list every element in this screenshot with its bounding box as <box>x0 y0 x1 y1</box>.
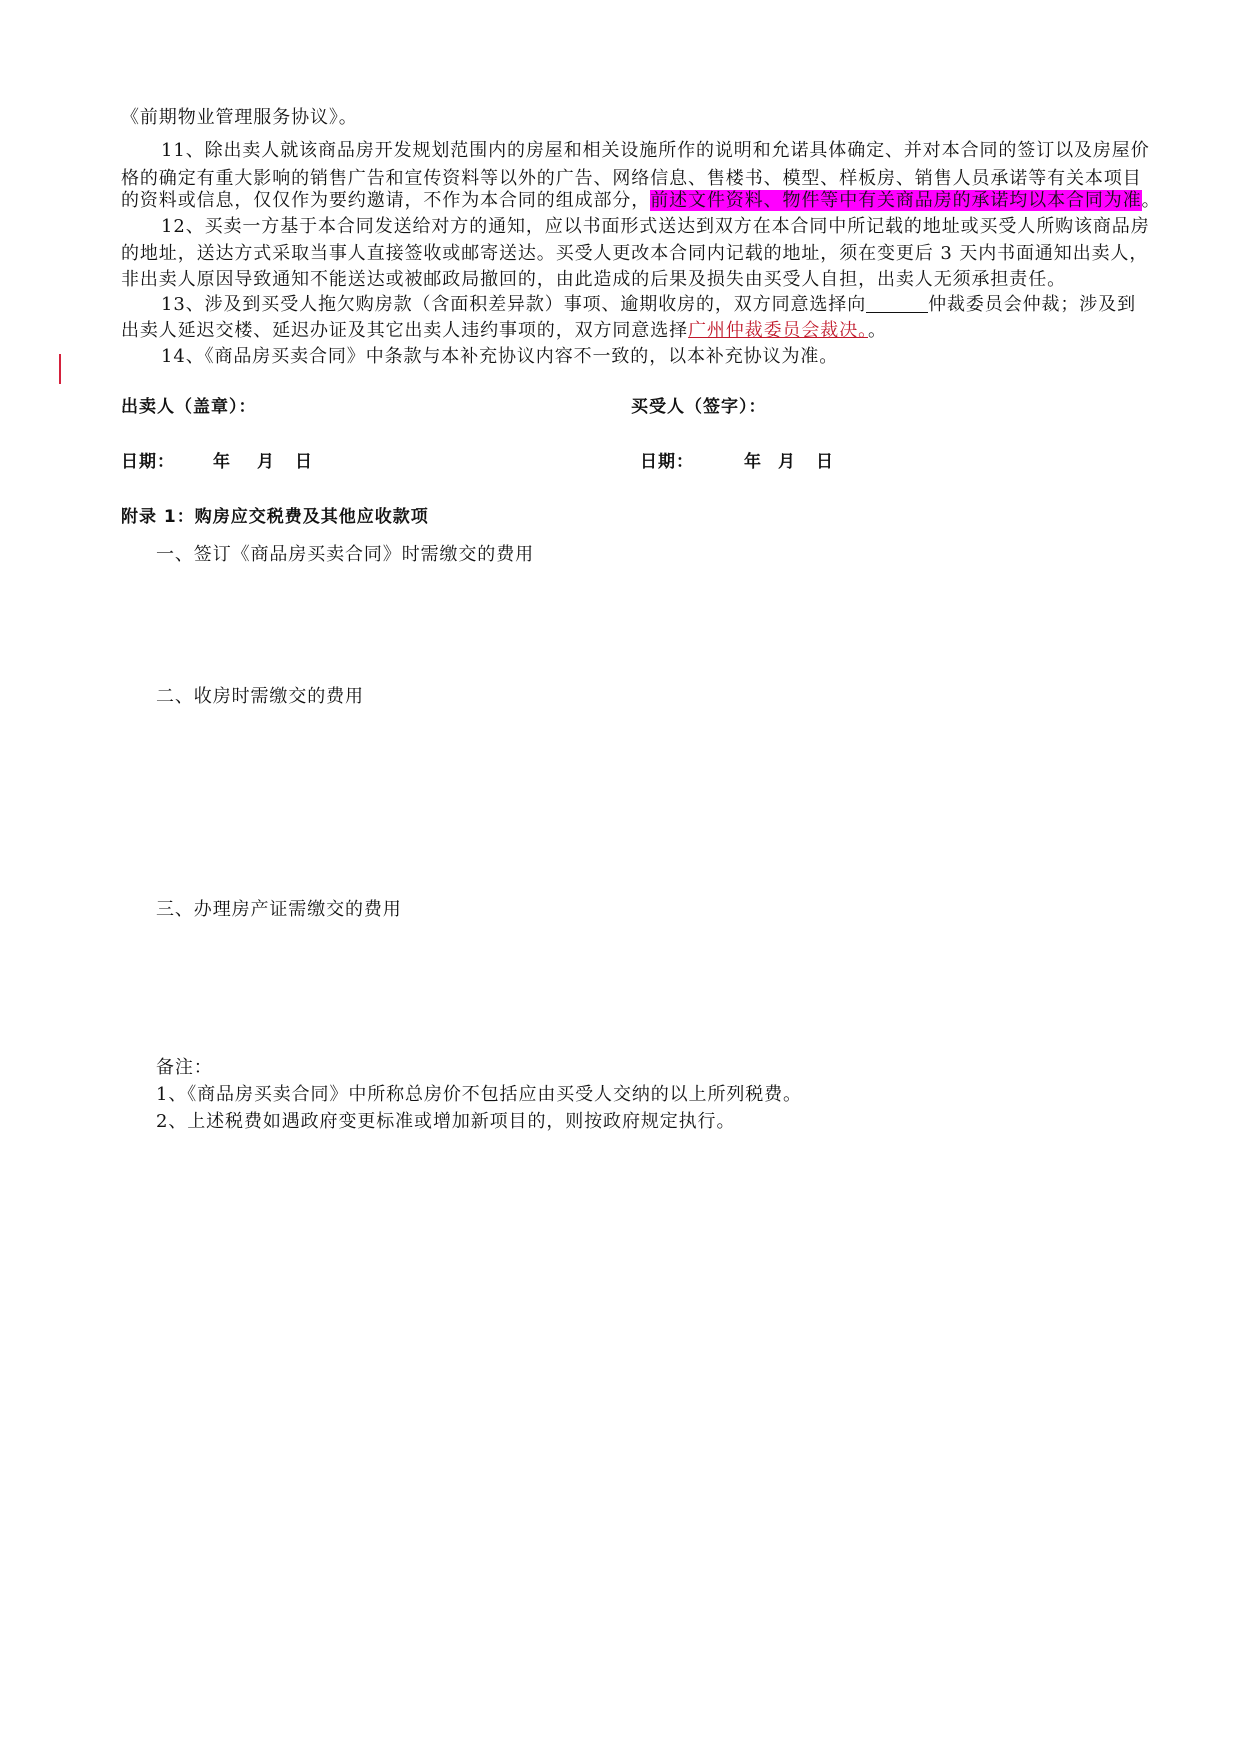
note-1: 1、《商品房买卖合同》中所称总房价不包括应由买受人交纳的以上所列税费。 <box>156 1084 802 1105</box>
clause-11-text: 的资料或信息，仅仅作为要约邀请，不作为本合同的组成部分， <box>121 190 651 211</box>
date-label: 日期： <box>121 452 175 472</box>
clause-11-line-1: 11、除出卖人就该商品房开发规划范围内的房屋和相关设施所作的说明和允诺具体确定、并对本合同的签订以及房屋价 <box>161 140 1150 161</box>
clause-12-line-3: 非出卖人原因导致通知不能送达或被邮政局撤回的，由此造成的后果及损失由买受人自担，出卖人无须承担责任。 <box>121 269 1066 290</box>
inserted-revision-text: 广州仲裁委员会裁决。 <box>688 320 868 341</box>
note-title: 备注： <box>156 1057 213 1078</box>
clause-11-line-2: 格的确定有重大影响的销售广告和宣传资料等以外的广告、网络信息、售楼书、模型、样板房、销售人员承诺等有关本项目 <box>121 168 1142 189</box>
appendix-item-3: 三、办理房产证需缴交的费用 <box>156 899 402 920</box>
period: 。 <box>1141 190 1161 211</box>
date-label: 日期： <box>640 452 694 472</box>
month-label: 月 <box>778 452 796 472</box>
seller-date-row <box>121 447 521 477</box>
clause-12-line-2: 的地址，送达方式采取当事人直接签收或邮寄送达。买受人更改本合同内记载的地址，须在变更后 3 天内书面通知出卖人， <box>121 243 1149 264</box>
seller-seal-label: 出卖人（盖章）： <box>121 397 257 417</box>
clause-14: 14、《商品房买卖合同》中条款与本补充协议内容不一致的，以本补充协议为准。 <box>161 346 839 367</box>
clause-13-text: 13、涉及到买受人拖欠购房款（含面积差异款）事项、逾期收房的，双方同意选择向 <box>161 294 867 315</box>
text-line: 《前期物业管理服务协议》。 <box>121 107 358 128</box>
year-label: 年 <box>213 452 231 472</box>
day-label: 日 <box>816 452 834 472</box>
note-2: 2、上述税费如遇政府变更标准或增加新项目的，则按政府规定执行。 <box>156 1111 736 1132</box>
year-label: 年 <box>744 452 762 472</box>
buyer-date-row <box>640 447 1040 477</box>
month-label: 月 <box>257 452 275 472</box>
day-label: 日 <box>295 452 313 472</box>
clause-13-text-cont: 仲裁委员会仲裁；涉及到 <box>928 294 1137 315</box>
blank-underline <box>866 294 928 313</box>
appendix-item-1: 一、签订《商品房买卖合同》时需缴交的费用 <box>156 544 534 565</box>
appendix-title: 附录 1：购房应交税费及其他应收款项 <box>121 507 429 527</box>
highlighted-text: 前述文件资料、物件等中有关商品房的承诺均以本合同为准 <box>650 190 1142 211</box>
revision-change-bar <box>59 354 61 384</box>
appendix-item-2: 二、收房时需缴交的费用 <box>156 686 364 707</box>
clause-13-text-2: 出卖人延迟交楼、延迟办证及其它出卖人违约事项的，双方同意选择 <box>121 320 688 341</box>
buyer-signature-label: 买受人（签字）： <box>631 397 767 417</box>
clause-12-line-1: 12、买卖一方基于本合同发送给对方的通知，应以书面形式送达到双方在本合同中所记载的地址或买受人所购该商品房 <box>161 216 1150 237</box>
period: 。 <box>868 320 887 341</box>
